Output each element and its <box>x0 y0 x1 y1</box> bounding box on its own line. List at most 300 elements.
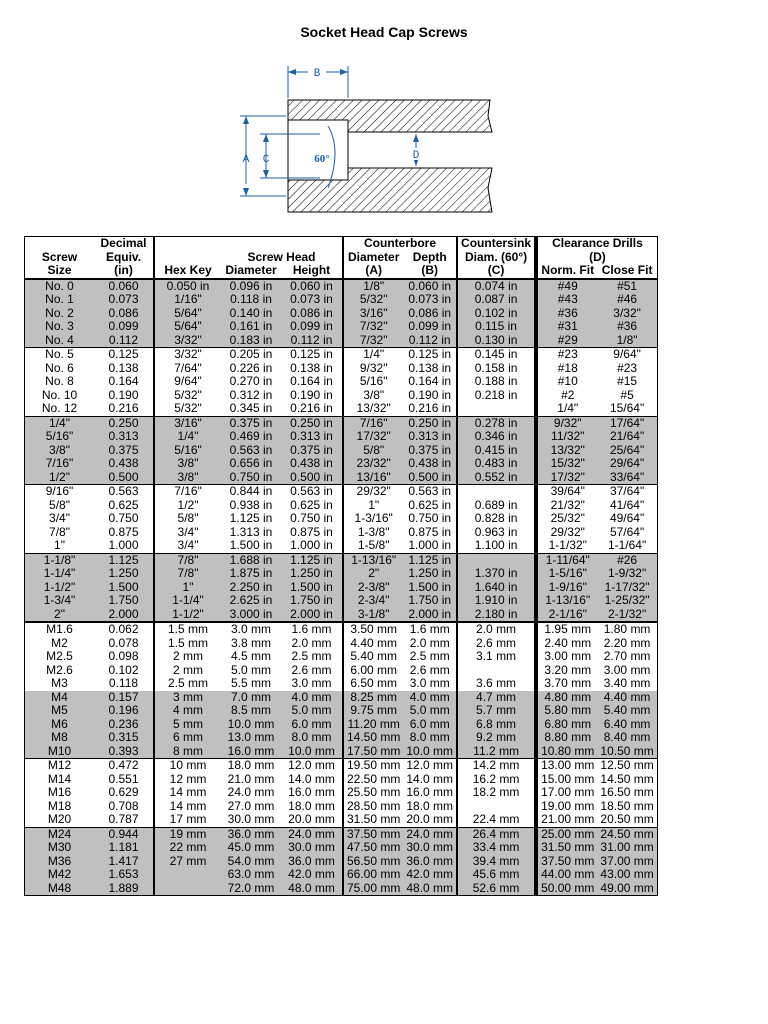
table-cell: 2.000 in <box>403 608 457 623</box>
table-cell: 45.0 mm <box>221 841 281 855</box>
table-cell: 0.115 in <box>457 320 536 334</box>
table-row <box>25 677 658 691</box>
table-row <box>25 731 658 745</box>
table-cell: M24 <box>25 827 95 841</box>
table-cell: 3.000 in <box>221 608 281 623</box>
table-cell: 1.889 <box>94 882 154 896</box>
header-norm-fit: Norm. Fit <box>536 264 597 279</box>
table-cell: M5 <box>25 704 95 718</box>
table-cell: 1.313 in <box>229 524 273 539</box>
table-cell: 0.216 in <box>290 401 333 415</box>
table-cell: 6.40 mm <box>597 718 657 732</box>
table-cell: 0.828 in <box>457 512 536 526</box>
table-cell: 3.0 mm <box>409 676 450 690</box>
table-cell: 18.2 mm <box>457 786 536 800</box>
table-cell: 5.7 mm <box>457 704 536 718</box>
table-cell: 1.125 <box>94 553 154 567</box>
table-cell: 1-3/8" <box>343 526 403 540</box>
table-cell: 4.80 mm <box>536 691 597 705</box>
table-cell: 14.50 mm <box>343 731 403 745</box>
table-cell: 3.40 mm <box>603 676 651 690</box>
table-cell: 1.250 in <box>281 567 343 581</box>
table-cell: 4.5 mm <box>230 649 271 663</box>
table-cell: #2 <box>536 389 597 403</box>
table-cell: 11/32" <box>536 430 597 444</box>
table-cell: 5 mm <box>154 718 221 732</box>
counterbore-diagram <box>230 62 500 222</box>
table-cell: 49.00 mm <box>597 882 657 896</box>
table-row <box>25 622 658 637</box>
table-cell: 2.5 mm <box>291 649 332 663</box>
table-cell: 5/32" <box>154 389 221 403</box>
table-cell: 0.196 <box>94 704 154 718</box>
table-cell: M30 <box>25 841 95 855</box>
header-screw-size-1: Screw <box>41 249 78 264</box>
table-cell: 14 mm <box>154 786 221 800</box>
table-cell: 17 mm <box>154 813 221 827</box>
table-cell: M10 <box>25 745 95 759</box>
table-cell: 1-13/16" <box>343 553 403 567</box>
table-row <box>25 594 658 608</box>
table-cell: 0.750 in <box>290 511 333 525</box>
table-cell: 0.098 <box>108 649 139 663</box>
table-cell: 48.0 mm <box>281 882 343 896</box>
table-cell: 0.563 <box>94 485 154 499</box>
table-cell: M16 <box>47 785 72 799</box>
table-cell: 1" <box>154 581 221 595</box>
table-cell: 2.625 in <box>221 594 281 608</box>
table-cell: 0.563 in <box>221 444 281 458</box>
table-cell: 2.40 mm <box>536 637 597 651</box>
table-cell: 72.0 mm <box>221 882 281 896</box>
table-cell: 13/16" <box>343 471 403 485</box>
table-cell: M1.6 <box>25 622 95 637</box>
table-cell: 3-1/8" <box>343 608 403 623</box>
table-cell: 2.5 mm <box>154 677 221 691</box>
table-cell: 0.438 <box>94 457 154 471</box>
table-cell: 1-9/32" <box>597 567 657 581</box>
table-cell <box>457 553 536 567</box>
table-cell: 3/8" <box>154 471 221 485</box>
table-cell: 16.50 mm <box>600 785 654 799</box>
table-cell: 0.689 in <box>457 499 536 513</box>
table-cell: 7/16" <box>25 457 95 471</box>
header-close-fit: Close Fit <box>601 263 653 277</box>
table-cell: 12 mm <box>154 773 221 787</box>
table-cell: 5/8" <box>154 512 221 526</box>
table-cell: 1-1/4" <box>25 567 95 581</box>
table-cell: 28.50 mm <box>343 800 403 814</box>
table-cell: 8.80 mm <box>536 731 597 745</box>
table-cell: 0.438 in <box>403 457 457 471</box>
table-cell: 27 mm <box>154 855 221 869</box>
header-clearance-sub: (D) <box>536 251 657 265</box>
table-cell: 0.096 in <box>221 279 281 294</box>
header-diameter: Diameter <box>225 263 277 277</box>
table-cell: 0.183 in <box>221 334 281 348</box>
table-cell: 0.099 in <box>403 320 457 334</box>
table-cell: 3/4" <box>154 526 221 540</box>
table-cell: 10.0 mm <box>281 745 343 759</box>
table-cell: 17.00 mm <box>536 786 597 800</box>
table-cell: M4 <box>25 691 95 705</box>
table-cell: 15.00 mm <box>536 773 597 787</box>
table-cell: M8 <box>25 731 95 745</box>
table-cell: 0.438 in <box>281 457 343 471</box>
header-cb-depth: Depth <box>412 249 447 264</box>
table-cell: 1.500 in <box>281 581 343 595</box>
table-row <box>25 526 658 540</box>
table-cell: 0.750 in <box>408 511 452 525</box>
table-cell: 1" <box>343 499 403 513</box>
table-cell: 36.0 mm <box>403 855 457 869</box>
table-cell: 0.844 in <box>221 485 281 499</box>
table-row <box>25 704 658 718</box>
table-cell: 1.500 in <box>403 581 457 595</box>
table-cell: 0.161 in <box>221 320 281 334</box>
material-upper <box>288 100 492 132</box>
table-cell: 9/32" <box>536 416 597 430</box>
table-cell: 0.708 <box>108 798 139 813</box>
table-cell: 3.50 mm <box>343 622 403 637</box>
table-body <box>25 279 658 896</box>
table-row <box>25 430 658 444</box>
table-cell: 0.500 <box>94 471 154 485</box>
table-cell: 1/4" <box>25 416 95 430</box>
table-cell: 9/64" <box>597 348 657 362</box>
table-cell: 1-5/16" <box>536 567 597 581</box>
table-cell: 0.050 in <box>154 279 221 294</box>
table-cell: 0.313 in <box>281 430 343 444</box>
table-cell: #31 <box>536 320 597 334</box>
table-cell: 3/8" <box>343 389 403 403</box>
table-cell: 14.0 mm <box>288 771 335 786</box>
table-cell: 0.190 in <box>290 387 333 402</box>
table-cell: 56.50 mm <box>343 855 403 869</box>
table-cell: 54.0 mm <box>221 855 281 869</box>
table-cell: 18.50 mm <box>600 798 654 813</box>
table-cell: 0.563 in <box>403 485 457 499</box>
table-cell: 1.000 in <box>290 538 333 552</box>
table-cell: 0.483 in <box>457 457 536 471</box>
table-cell: 10 mm <box>154 759 221 773</box>
spec-table <box>24 236 658 896</box>
table-cell: 29/64" <box>597 457 657 471</box>
table-cell: 2.000 <box>94 608 154 623</box>
table-cell: 42.0 mm <box>281 868 343 882</box>
table-row <box>25 868 658 882</box>
table-row <box>25 457 658 471</box>
table-cell: 7/16" <box>154 485 221 499</box>
table-cell: 24.0 mm <box>227 785 275 799</box>
table-cell: 0.875 <box>108 524 139 539</box>
header-cell <box>25 237 95 251</box>
table-cell: 5.5 mm <box>230 676 271 690</box>
table-cell: 0.278 in <box>457 416 536 430</box>
table-cell: 0.125 in <box>281 348 343 362</box>
table-cell: 0.375 in <box>281 444 343 458</box>
table-cell: 4.40 mm <box>343 637 403 651</box>
table-cell: No. 6 <box>45 360 74 375</box>
table-cell: 4.7 mm <box>457 691 536 705</box>
table-cell: 25.50 mm <box>343 786 403 800</box>
table-cell: 22 mm <box>154 841 221 855</box>
table-cell: 19.00 mm <box>536 800 597 814</box>
table-cell: 0.472 <box>94 759 154 773</box>
table-cell: 7/8" <box>49 524 70 539</box>
table-cell: M42 <box>25 868 95 882</box>
table-cell: M2 <box>51 635 68 650</box>
table-cell: 17/64" <box>597 416 657 430</box>
table-cell: 0.138 in <box>408 360 452 375</box>
table-cell: 0.313 <box>94 430 154 444</box>
table-cell: 1.750 in <box>403 594 457 608</box>
table-cell: 0.138 <box>108 360 139 375</box>
table-cell: 0.138 in <box>290 360 333 375</box>
table-cell: #18 <box>536 362 597 376</box>
table-cell: 0.625 in <box>290 497 333 512</box>
table-cell: 0.500 in <box>403 471 457 485</box>
table-cell: 0.060 in <box>403 279 457 294</box>
table-cell: 24.50 mm <box>597 827 657 841</box>
table-cell: 1.640 in <box>457 581 536 595</box>
table-cell: 8.5 mm <box>221 704 281 718</box>
table-cell: 0.125 in <box>403 348 457 362</box>
table-cell: 1.750 in <box>281 594 343 608</box>
table-cell: 4.0 mm <box>403 691 457 705</box>
table-cell: 47.50 mm <box>343 841 403 855</box>
table-row <box>25 773 658 787</box>
table-cell: 4.40 mm <box>597 691 657 705</box>
table-cell: 0.140 in <box>221 307 281 321</box>
table-row <box>25 539 658 553</box>
header-height: Height <box>292 263 331 277</box>
table-row <box>25 882 658 896</box>
header-cs-c: (C) <box>457 264 536 279</box>
table-cell: 0.346 in <box>457 430 536 444</box>
table-cell: 0.375 in <box>403 444 457 458</box>
table-cell: 5.0 mm <box>230 662 271 677</box>
table-cell: 13/32" <box>343 402 403 416</box>
table-cell: 1-13/16" <box>536 594 597 608</box>
table-cell: 0.312 in <box>229 387 273 402</box>
table-cell: M2.5 <box>46 649 73 663</box>
table-cell: 0.086 in <box>281 307 343 321</box>
table-cell: 45.6 mm <box>457 868 536 882</box>
table-cell: 1/4" <box>343 348 403 362</box>
table-cell: 0.190 <box>108 387 139 402</box>
table-cell: 2" <box>343 567 403 581</box>
table-cell: 0.250 in <box>403 416 457 430</box>
table-cell: 8.0 mm <box>403 731 457 745</box>
table-cell: 23/32" <box>343 457 403 471</box>
table-cell: 0.073 in <box>403 293 457 307</box>
table-cell: 14.50 mm <box>600 771 654 786</box>
table-cell: 0.086 <box>94 307 154 321</box>
table-row <box>25 581 658 595</box>
table-cell: 0.164 in <box>408 374 452 388</box>
table-cell: 5/8" <box>49 497 70 512</box>
header-cb-b: (B) <box>421 263 439 277</box>
table-cell <box>154 868 221 882</box>
table-cell: 1-1/64" <box>607 538 647 552</box>
table-row <box>25 320 658 334</box>
table-cell: 0.118 <box>108 676 139 690</box>
table-cell: 6 mm <box>154 731 221 745</box>
table-row <box>25 402 658 416</box>
table-cell: No. 5 <box>25 348 95 362</box>
table-cell: 12.50 mm <box>597 759 657 773</box>
table-cell: 1-11/64" <box>536 553 597 567</box>
table-cell: No. 3 <box>25 320 95 334</box>
table-cell: 1.6 mm <box>281 622 343 637</box>
table-cell: 0.125 <box>94 348 154 362</box>
header-clearance: Clearance Drills <box>536 237 657 251</box>
table-cell: 1/4" <box>536 402 597 416</box>
table-cell: 49/64" <box>609 511 645 525</box>
table-cell: #49 <box>536 279 597 294</box>
table-cell: 25.00 mm <box>536 827 597 841</box>
table-cell <box>457 800 536 814</box>
table-cell: 0.099 <box>94 320 154 334</box>
table-cell: 2.0 mm <box>291 635 332 650</box>
table-cell: 1/4" <box>154 430 221 444</box>
table-cell: 44.00 mm <box>536 868 597 882</box>
table-cell: 0.102 <box>108 662 139 677</box>
table-cell: 1.125 in <box>229 511 273 525</box>
table-cell: 20.0 mm <box>288 812 335 826</box>
table-cell: 0.112 in <box>281 334 343 348</box>
table-cell: 16.0 mm <box>288 785 335 799</box>
table-cell: 1-25/32" <box>597 594 657 608</box>
table-cell: 0.656 in <box>221 457 281 471</box>
table-cell: 0.086 in <box>403 307 457 321</box>
table-cell: 26.4 mm <box>457 827 536 841</box>
table-cell: 1-9/16" <box>536 581 597 595</box>
table-cell: 0.073 in <box>281 293 343 307</box>
table-cell: 6.50 mm <box>343 677 403 691</box>
table-cell: 0.938 in <box>229 497 273 512</box>
table-cell: 22.4 mm <box>457 813 536 827</box>
header-decimal-2: Equiv. <box>105 249 142 264</box>
table-cell: 0.145 in <box>457 348 536 362</box>
table-cell: 14 mm <box>154 800 221 814</box>
table-cell: 4 mm <box>154 704 221 718</box>
table-cell: 6.8 mm <box>457 718 536 732</box>
table-row <box>25 800 658 814</box>
table-cell: M12 <box>25 759 95 773</box>
table-cell: 0.875 in <box>408 524 452 539</box>
table-cell: 0.130 in <box>457 334 536 348</box>
table-cell: 0.552 in <box>457 471 536 485</box>
table-cell: 0.629 <box>108 785 139 799</box>
table-cell: 0.469 in <box>221 430 281 444</box>
table-cell: 0.164 <box>108 374 139 388</box>
table-cell: 16.0 mm <box>406 785 454 799</box>
table-cell: 3/4" <box>154 539 221 553</box>
table-cell: 17/32" <box>536 471 597 485</box>
table-cell: 5/32" <box>154 402 221 416</box>
table-cell: 37.50 mm <box>343 827 403 841</box>
table-cell: 3.00 mm <box>603 662 651 677</box>
table-cell: M2.6 <box>46 662 73 677</box>
table-cell: 3.20 mm <box>536 664 597 678</box>
table-cell: 7/16" <box>343 416 403 430</box>
table-cell: 0.551 <box>108 771 139 786</box>
table-cell: 15/32" <box>536 457 597 471</box>
table-cell: 14.0 mm <box>406 771 454 786</box>
table-row <box>25 841 658 855</box>
table-cell: 1.5 mm <box>154 622 221 637</box>
table-cell: 1.500 in <box>229 538 273 552</box>
table-cell <box>457 485 536 499</box>
table-cell <box>154 882 221 896</box>
table-cell: 0.118 in <box>221 293 281 307</box>
table-cell: 3/32" <box>154 334 221 348</box>
table-cell: 1.688 in <box>221 553 281 567</box>
table-cell: #36 <box>597 320 657 334</box>
table-row <box>25 362 658 376</box>
table-cell: #15 <box>617 374 638 388</box>
table-cell: 0.625 <box>108 497 139 512</box>
table-cell: 9/64" <box>154 375 221 389</box>
table-cell: 1/16" <box>154 293 221 307</box>
label-c: C <box>262 154 270 166</box>
table-cell: 29/32" <box>536 526 597 540</box>
table-cell: 2.6 mm <box>291 662 332 677</box>
table-cell: 0.216 in <box>408 401 452 415</box>
table-cell: 5/16" <box>25 430 95 444</box>
table-cell: 1-1/2" <box>25 581 95 595</box>
table-cell: #26 <box>597 553 657 567</box>
table-cell: 0.188 in <box>457 375 536 389</box>
label-angle: 60° <box>314 153 330 165</box>
table-cell: 37.50 mm <box>536 855 597 869</box>
table-cell: 2.0 mm <box>409 635 450 650</box>
table-cell: 17/32" <box>343 430 403 444</box>
table-cell: 0.313 in <box>403 430 457 444</box>
table-cell: 24.0 mm <box>281 827 343 841</box>
table-cell: 1" <box>54 538 65 552</box>
table-row <box>25 718 658 732</box>
table-cell: 1.875 in <box>221 567 281 581</box>
table-cell: 5.0 mm <box>403 704 457 718</box>
table-cell: 3.0 mm <box>291 676 332 690</box>
table-cell: 39.4 mm <box>457 855 536 869</box>
label-a: A <box>242 154 250 166</box>
table-cell: 43.00 mm <box>597 868 657 882</box>
table-cell: 0.750 <box>108 511 139 525</box>
table-cell: 2.0 mm <box>457 622 536 637</box>
header-counterbore: Counterbore <box>343 237 457 251</box>
table-cell: 0.102 in <box>457 307 536 321</box>
table-cell: 0.190 in <box>408 387 452 402</box>
table-cell: 0.205 in <box>221 348 281 362</box>
table-cell: 7/8" <box>154 553 221 567</box>
table-cell: 15/64" <box>609 401 645 415</box>
table-cell: 3/32" <box>597 307 657 321</box>
table-cell: 1.125 in <box>281 553 343 567</box>
table-cell: 3 mm <box>154 691 221 705</box>
header-cb-diameter: Diameter <box>343 251 403 265</box>
table-cell: 0.787 <box>108 812 139 826</box>
table-cell: 10.80 mm <box>536 745 597 759</box>
table-cell: 9.2 mm <box>457 731 536 745</box>
table-cell: 37/64" <box>597 485 657 499</box>
table-cell: 12.0 mm <box>281 759 343 773</box>
table-cell: 5/16" <box>154 444 221 458</box>
table-row <box>25 567 658 581</box>
